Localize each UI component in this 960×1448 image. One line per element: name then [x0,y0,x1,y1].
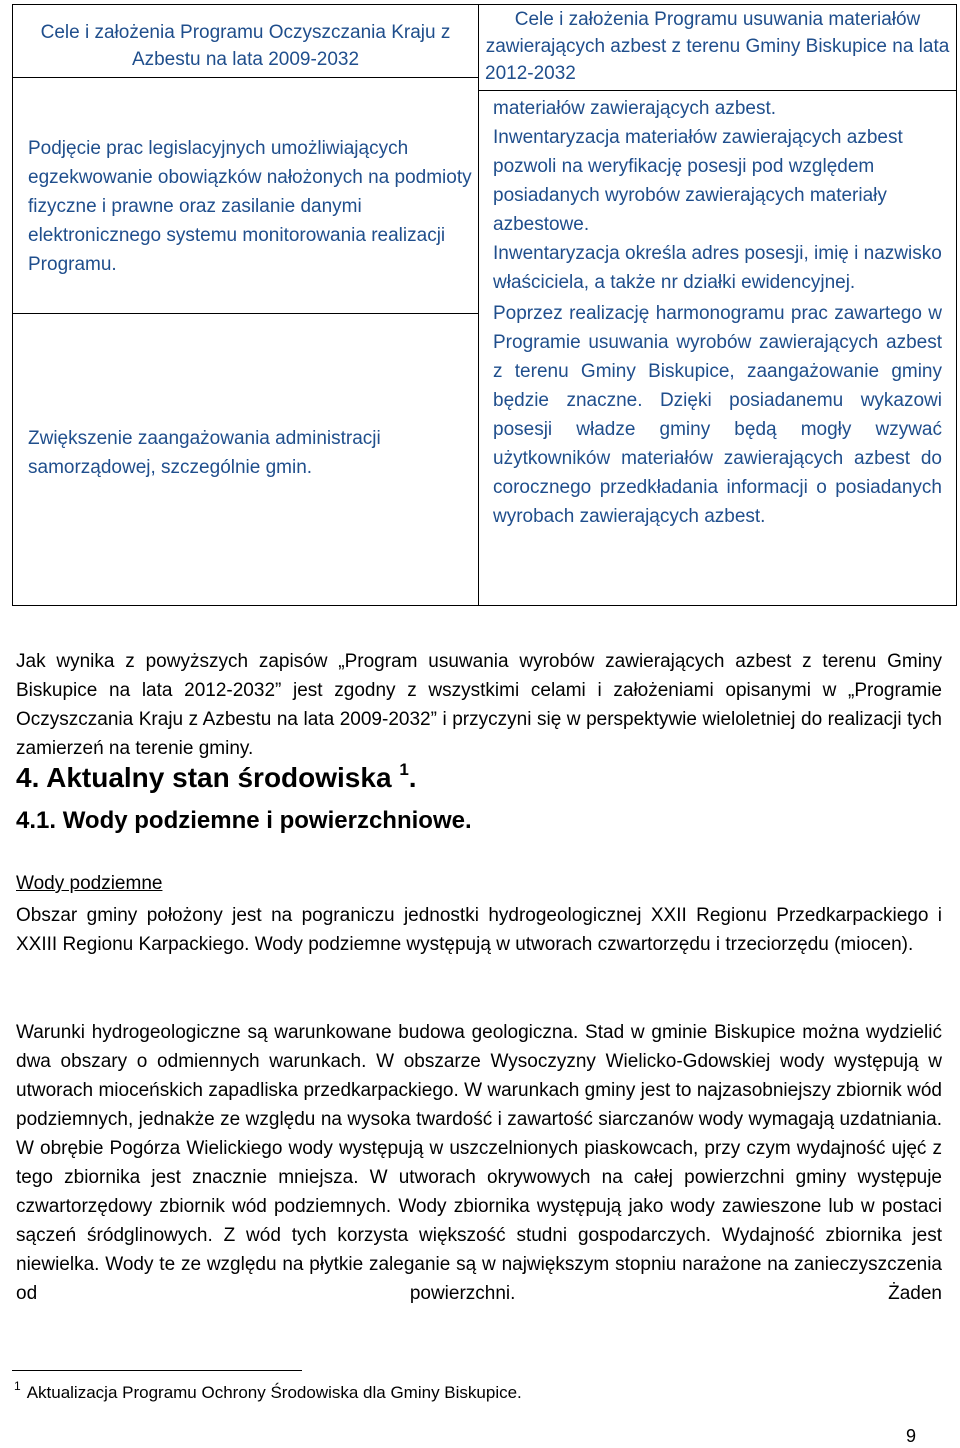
footnote-text: Aktualizacja Programu Ochrony Środowiska dla Gminy Biskupice. [26,1383,522,1402]
summary-paragraph: Jak wynika z powyższych zapisów „Program usuwania wyrobów zawierających azbest z terenu Gminy Biskupice na lata 2012-2032” jest zgodny z wszystkimi celami i założeniami opisanymi w „Programie Oczyszczania Kraju z Azbestu na lata 2009-2032” i przyczyni się w perspektywie wieloletniej do realizacji tych zamierzeń na terenie gminy. [16,651,942,759]
footnote [14,1379,522,1403]
right-paragraph-2: Inwentaryzacja materiałów zawierających azbest pozwoli na weryfikację posesji pod względem posiadanych wyrobów zawierających materiały azbestowe. [493,127,903,235]
paragraph-2-section [16,1018,942,1308]
left-row-engagement: Zwiększenie zaangażowania administracji samorządowej, szczególnie gmin. [13,314,479,606]
comparison-table [12,4,957,606]
right-column-header: Cele i założenia Programu usuwania materiałów zawierających azbest z terenu Gminy Biskupice na lata 2012-2032 [479,5,956,91]
left-column-header: Cele i założenia Programu Oczyszczania Kraju z Azbestu na lata 2009-2032 [13,5,479,78]
right-column-cell [479,5,957,606]
left-row-legislation: Podjęcie prac legislacyjnych umożliwiających egzekwowanie obowiązków nałożonych na podmioty fizyczne i prawne oraz zasilanie danymi elektronicznego systemu monitorowania realizacji Programu. [13,78,479,314]
paragraph-1-section [16,901,942,959]
right-paragraph-1: materiałów zawierających azbest. [493,98,777,119]
paragraph-1: Obszar gminy położony jest na pograniczu jednostki hydrogeologicznej XXII Regionu Przedkarpackiego i XXIII Regionu Karpackiego. Wody podziemne występują w utworach czwartorzędu i trzeciorzędu (miocen). [16,905,942,955]
section-heading-4: 4. Aktualny stan środowiska $^1$. [16,760,417,793]
page-number: 9 [906,1426,917,1446]
footnote-divider [12,1370,302,1371]
section-heading-4-1: 4.1. Wody podziemne i powierzchniowe. [16,807,472,834]
right-paragraph-3: Inwentaryzacja określa adres posesji, imię i nazwisko właściciela, a także nr działki ewidencyjnej. [493,243,942,293]
paragraph-2: Warunki hydrogeologiczne są warunkowane budowa geologiczna. Stad w gminie Biskupice można wydzielić dwa obszary o odmiennych warunkach. W obszarze Wysoczyzny Wielicko-Gdowskiej wody występują w utworach mioceńskich zapadliska przedkarpackiego. W warunkach gminy jest to najzasobniejszy zbiornik wód podziemnych, jednakże ze względu na wysoka twardość i zawartość siarczanów wody wymagają uzdatniania. W obrębie Pogórza Wielickiego wody występują w uszczelnionych piaskowcach, przy czym wydajność ujęć z tego zbiornika jest znacznie mniejsza. W utworach okrywowych na całej powierzchni gminy występuje czwartorzędowy zbiornik wód podziemnych. Wody zbiornika występują jako wody zawieszone lub w postaci sączeń śródglinowych. Z wód tych korzysta większość studni gospodarczych. Wydajność zbiornika jest niewielka. Wody te ze względu na płytkie zaleganie są w największym stopniu narażone na zanieczyszczenia od powierzchni. Żaden [16,1022,942,1304]
footnote-number: 1 [14,1379,21,1393]
summary-section [16,647,942,763]
right-paragraph-4: Poprzez realizację harmonogramu prac zawartego w Programie usuwania wyrobów zawierających azbest z terenu Gminy Biskupice, zaangażowanie gminy będzie znaczne. Dzięki posiadanemu wykazowi posesji władze gminy będą mogły wzywać użytkowników materiałów zawierających azbest do corocznego przedkładania informacji o posiadanych wyrobach zawierających azbest. [493,303,942,527]
subheading-groundwater: Wody podziemne [16,873,163,894]
footnote-reference: 1 [399,760,409,779]
